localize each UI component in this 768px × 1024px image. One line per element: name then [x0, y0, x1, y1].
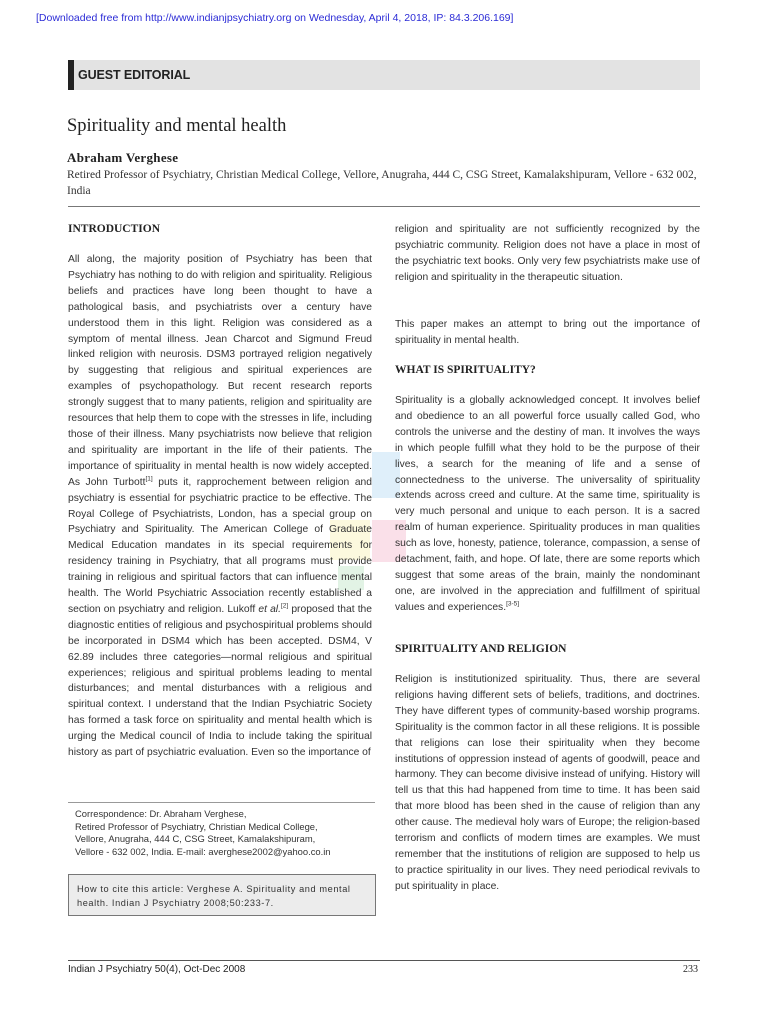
footer-rule	[68, 960, 700, 961]
section-bar	[68, 60, 74, 90]
heading-spirituality-religion: SPIRITUALITY AND RELIGION	[395, 643, 567, 655]
heading-what-is-spirituality: WHAT IS SPIRITUALITY?	[395, 364, 536, 376]
correspondence-line-3: Vellore, Anugraha, 444 C, CSG Street, Kamalakshipuram,	[75, 833, 316, 845]
cite-box	[68, 874, 376, 916]
author-affiliation: Retired Professor of Psychiatry, Christian Medical College, Vellore, Anugraha, 444 C, CSG Street, Kamalakshipuram, Vellore - 632 002, India	[67, 169, 697, 197]
ref-1[interactable]: [1]	[145, 475, 153, 483]
ref-2[interactable]: [2]	[280, 602, 289, 610]
correspondence-line-1: Correspondence: Dr. Abraham Verghese,	[75, 808, 247, 819]
what-is-paragraph	[395, 393, 700, 616]
correspondence-line-4: Vellore - 632 002, India. E-mail: averghese2002@yahoo.co.in	[75, 846, 331, 858]
intro-text-a: All along, the majority position of Psychiatry has been that Psychiatry has nothing to do with religion and spirituality. Religious beliefs and practices have long been thought to have a pathological basis, and psychiatrists over a century have understood them in this light. Religion was considered as a symptom of mental illness. Jean Charcot and Sigmund Freud linked religion with neurosis. DSM3 portrayed religion negatively by suggesting that religious and spiritual experiences are examples of psychopathology. But recent research reports strongly suggest that to many patients, religion and spirituality are resources that help them to cope with the stresses in life, including those of their illness. Many psychiatrists now believe that religion and spirituality are important in the life of their patients. The importance of spirituality in mental health is now widely accepted. As John Turbott	[68, 254, 372, 488]
religion-paragraph: Religion is institutionized spirituality. Thus, there are several religions having different sets of beliefs, traditions, and doctrines. They have different types of community-based worship programs. Spirituality is the common factor in all these religions. It is possible that religions can lose their spirituality when they become institutions of oppression instead of agents of goodwill, peace and harmony. They can become divisive instead of unifying. History will tell us that this had happened from time to time. It has been said that more blood has been shed in the cause of religion than any other cause. The medieval holy wars of Europe; the religion-based terrorism and conflicts of modern times are examples. We must remember that the institutions of religion are supposed to help us to practice spirituality in our lives. They need periodical revivals to put spirituality in place.	[395, 674, 700, 892]
article-title: Spirituality and mental health	[67, 116, 287, 136]
correspondence-line-2: Retired Professor of Psychiatry, Christian Medical College,	[75, 820, 318, 832]
header-rule	[68, 206, 700, 207]
heading-introduction: INTRODUCTION	[68, 223, 161, 235]
intro-paragraph	[68, 252, 372, 761]
what-is-text: Spirituality is a globally acknowledged concept. It involves belief and obedience to an all powerful force usually called God, who controls the universe and the destiny of man. It involves the ways in which people fulfill what they hold to be the purpose of their lives, a search for the meaning of life and a sense of connectedness to the universe. The universality of spirituality extends across creed and culture. At the same time, spirituality is very much personal and unique to each person. It is a sacred realm of human experience. Spirituality produces in man qualities such as love, honesty, patience, tolerance, compassion, a sense of detachment, faith, and hope. Of late, there are some reports which suggest that some areas of the brain, mainly the nondominant one, are involved in the appreciation and fulfillment of spiritual values and experiences.	[395, 395, 700, 613]
intro-text-b: puts it, rapprochement between religion and psychiatry is essential for psychiatric practice to be effective. The Royal College of Psychiatrists, London, has a special group on Psychiatry and Spirituality. The American College of Graduate Medical Education mandates in its special requirements for residency training in Psychiatry, that all programs must provide training in religious and spiritual factors that can influence mental health. The World Psychiatric Association recently established a section on psychiatry and religion. Lukoff	[68, 476, 372, 615]
section-label: GUEST EDITORIAL	[78, 68, 191, 82]
download-notice: [Downloaded free from http://www.indianjpsychiatry.org on Wednesday, April 4, 2018, IP: 84.3.206.169]	[36, 12, 514, 24]
footer-page-number: 233	[683, 964, 698, 975]
correspondence-block	[75, 808, 375, 859]
attempt-paragraph: This paper makes an attempt to bring out the importance of spirituality in mental health.	[395, 319, 700, 346]
section-band	[68, 60, 700, 90]
footer-journal: Indian J Psychiatry 50(4), Oct-Dec 2008	[68, 964, 246, 975]
cite-text: How to cite this article: Verghese A. Spirituality and mental health. Indian J Psychiatry 2008;50:233-7.	[77, 884, 351, 908]
right-continuation: religion and spirituality are not sufficiently recognized by the psychiatric community. Religion does not have a place in most of the psychiatric text books. Only very few psychiatrists make use of religion and spirituality in the therapeutic situation.	[395, 224, 700, 283]
intro-text-c: proposed that the diagnostic entities of religious and psychospiritual problems should be incorporated in DSM4 which has been accepted. DSM4, V 62.89 includes three categories—normal religious and spiritual experiences; religious and spiritual problems leading to mental disturbances; and mental disturbances with a religious and spiritual context. I understand that the Indian Psychiatric Society has formed a task force on spirituality and mental health which is urging the Medical council of India to include taking the spiritual history as part of psychiatric evaluation. Even so the importance of	[68, 603, 373, 759]
intro-etal: et al.	[258, 603, 281, 615]
correspondence-rule	[68, 802, 375, 803]
ref-3-5[interactable]: [3-5]	[506, 600, 520, 608]
author-name: Abraham Verghese	[67, 150, 179, 165]
